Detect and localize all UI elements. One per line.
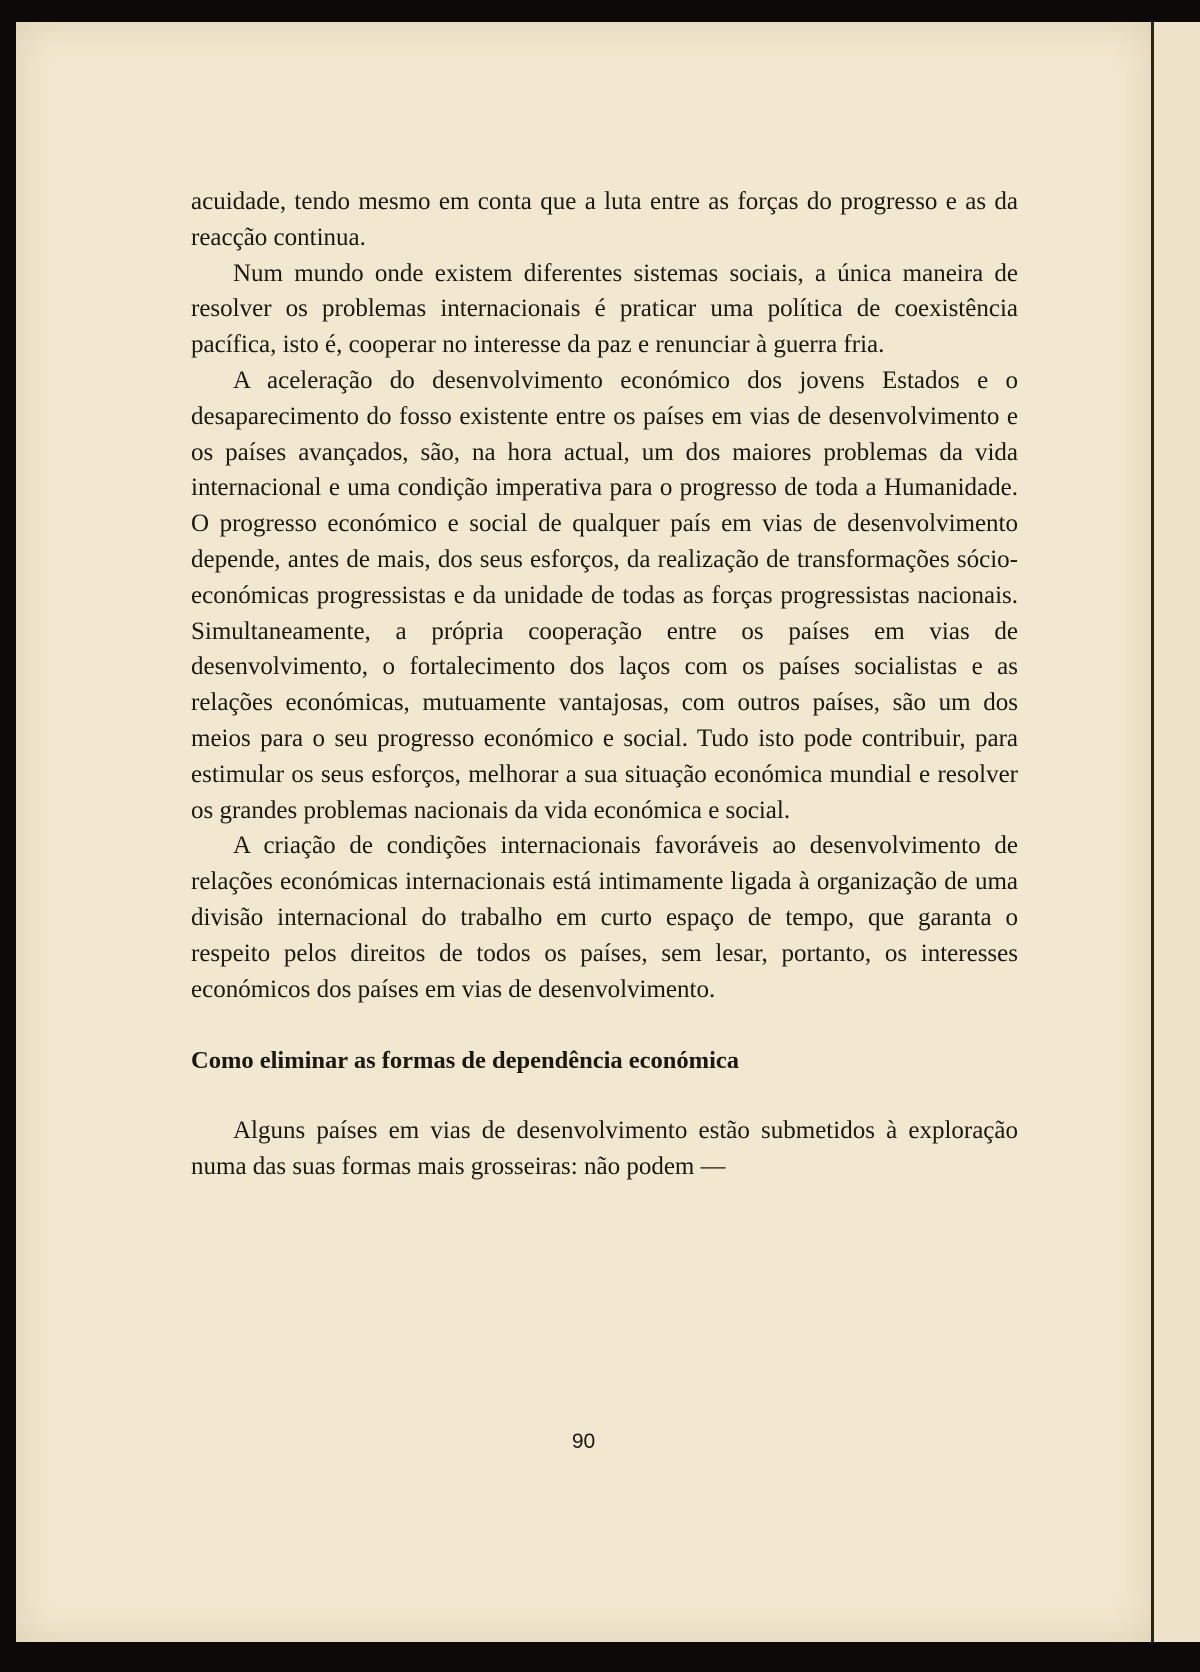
paragraph-1: acuidade, tendo mesmo em conta que a luta entre as forças do progresso e as da reacção continua. — [191, 188, 1018, 251]
paragraph-2: Num mundo onde existem diferentes sistemas sociais, a única maneira de resolver os problemas internacionais é praticar uma política de coexistência pacífica, isto é, cooperar no interesse da paz e renunciar à guerra fria. — [191, 259, 1018, 359]
section-heading: Como eliminar as formas de dependência económica — [191, 1047, 740, 1075]
book-page — [16, 22, 1151, 1642]
body-text — [191, 184, 1018, 1185]
adjacent-page-edge — [1151, 22, 1200, 1642]
paragraph-4: A criação de condições internacionais favoráveis ao desenvolvimento de relações económicas internacionais está intimamente ligada à organização de uma divisão internacional do trabalho em curto espaço de tempo, que garanta o respeito pelos direitos de todos os países, sem lesar, portanto, os interesses económicos dos países em vias de desenvolvimento. — [191, 832, 1018, 1003]
paragraph-5: Alguns países em vias de desenvolvimento estão submetidos à exploração numa das suas formas mais grosseiras: não podem — — [191, 1117, 1018, 1181]
page-number: 90 — [571, 1430, 596, 1453]
paragraph-3: A aceleração do desenvolvimento económico dos jovens Estados e o desaparecimento do fosso existente entre os países em vias de desenvolvimento e os países avançados, são, na hora actual, um dos maiores problemas da vida internacional e uma condição imperativa para o progresso de toda a Humanidade. O progresso económico e social de qualquer país em vias de desenvolvimento depende, antes de mais, dos seus esforços, da realização de transformações sócio-económicas progressistas e da unidade de todas as forças progressistas nacionais. Simultaneamente, a própria cooperação entre os países em vias de desenvolvimento, o fortalecimento dos laços com os países socialistas e as relações económicas, mutuamente vantajosas, com outros países, são um dos meios para o seu progresso económico e social. Tudo isto pode contribuir, para estimular os seus esforços, melhorar a sua situação económica mundial e resolver os grandes problemas nacionais da vida económica e social. — [191, 366, 1018, 824]
